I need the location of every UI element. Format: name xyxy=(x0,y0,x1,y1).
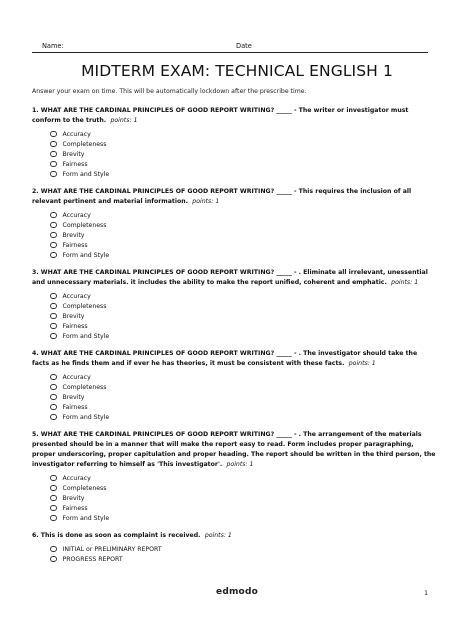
radio-button[interactable] xyxy=(50,212,57,219)
answer-option[interactable] xyxy=(32,311,436,321)
question-points: points: 1 xyxy=(226,461,254,468)
option-label: Fairness xyxy=(62,241,88,249)
question-text: 2. WHAT ARE THE CARDINAL PRINCIPLES OF GOOD REPORT WRITING? _____ - This requires the inclusion of all relevant pertinent and material information. xyxy=(32,188,412,205)
answer-option[interactable] xyxy=(32,493,436,503)
answer-option[interactable] xyxy=(32,412,436,422)
question xyxy=(32,268,436,341)
answer-options xyxy=(32,129,436,179)
question-text: 1. WHAT ARE THE CARDINAL PRINCIPLES OF GOOD REPORT WRITING? _____ - The writer or investigator must conform to the truth. xyxy=(32,107,409,124)
answer-option[interactable] xyxy=(32,513,436,523)
answer-option[interactable] xyxy=(32,321,436,331)
answer-option[interactable] xyxy=(32,129,436,139)
option-label: Completeness xyxy=(62,302,107,310)
radio-button[interactable] xyxy=(50,141,57,148)
question-text: 3. WHAT ARE THE CARDINAL PRINCIPLES OF GOOD REPORT WRITING? _____ - . Eliminate all irrelevant, unessential and unnecessary materials. it includes the ability to make the report unified, coherent and emphatic. xyxy=(32,269,428,286)
option-label: Form and Style xyxy=(62,170,110,178)
option-label: Accuracy xyxy=(62,474,91,482)
answer-option[interactable] xyxy=(32,473,436,483)
radio-button[interactable] xyxy=(50,303,57,310)
option-label: Accuracy xyxy=(62,211,91,219)
question xyxy=(32,430,436,523)
option-label: Completeness xyxy=(62,383,107,391)
option-label: Completeness xyxy=(62,221,107,229)
radio-button[interactable] xyxy=(50,222,57,229)
radio-button[interactable] xyxy=(50,414,57,421)
answer-option[interactable] xyxy=(32,483,436,493)
answer-option[interactable] xyxy=(32,382,436,392)
question-points: points: 1 xyxy=(192,198,220,205)
radio-button[interactable] xyxy=(50,384,57,391)
radio-button[interactable] xyxy=(50,546,57,553)
option-label: Fairness xyxy=(62,504,88,512)
question xyxy=(32,106,436,179)
radio-button[interactable] xyxy=(50,485,57,492)
radio-button[interactable] xyxy=(50,374,57,381)
answer-option[interactable] xyxy=(32,220,436,230)
answer-option[interactable] xyxy=(32,210,436,220)
answer-option[interactable] xyxy=(32,554,436,564)
question-list xyxy=(32,106,436,564)
radio-button[interactable] xyxy=(50,475,57,482)
date-label: Date xyxy=(236,42,252,50)
question-text: 5. WHAT ARE THE CARDINAL PRINCIPLES OF GOOD REPORT WRITING? _____ - . The arrangement of the materials presented should be in a manner that will make the report easy to read. Form includes proper paragraphing, proper underscoring, proper capitulation and proper heading. The report should be written in the third person, the investigator referring to himself as 'This investigator'. xyxy=(32,431,436,468)
radio-button[interactable] xyxy=(50,515,57,522)
option-label: Accuracy xyxy=(62,130,91,138)
answer-option[interactable] xyxy=(32,544,436,554)
answer-options xyxy=(32,372,436,422)
option-label: Completeness xyxy=(62,140,107,148)
answer-option[interactable] xyxy=(32,331,436,341)
radio-button[interactable] xyxy=(50,171,57,178)
page-number: 1 xyxy=(424,589,429,597)
answer-options xyxy=(32,473,436,523)
answer-option[interactable] xyxy=(32,372,436,382)
radio-button[interactable] xyxy=(50,404,57,411)
question-points: points: 1 xyxy=(110,117,138,124)
answer-option[interactable] xyxy=(32,301,436,311)
radio-button[interactable] xyxy=(50,232,57,239)
option-label: Brevity xyxy=(62,231,85,239)
radio-button[interactable] xyxy=(50,394,57,401)
radio-button[interactable] xyxy=(50,131,57,138)
answer-option[interactable] xyxy=(32,169,436,179)
radio-button[interactable] xyxy=(50,333,57,340)
answer-option[interactable] xyxy=(32,503,436,513)
answer-option[interactable] xyxy=(32,240,436,250)
answer-options xyxy=(32,544,436,564)
header-divider xyxy=(32,52,428,53)
option-label: Brevity xyxy=(62,494,85,502)
option-label: Brevity xyxy=(62,393,85,401)
option-label: Accuracy xyxy=(62,292,91,300)
option-label: Accuracy xyxy=(62,373,91,381)
option-label: Brevity xyxy=(62,150,85,158)
option-label: Brevity xyxy=(62,312,85,320)
answer-option[interactable] xyxy=(32,230,436,240)
question-points: points: 1 xyxy=(391,279,419,286)
radio-button[interactable] xyxy=(50,161,57,168)
radio-button[interactable] xyxy=(50,252,57,259)
radio-button[interactable] xyxy=(50,323,57,330)
question-text: 6. This is done as soon as complaint is received. xyxy=(32,532,201,539)
answer-option[interactable] xyxy=(32,149,436,159)
answer-options xyxy=(32,210,436,260)
name-label: Name: xyxy=(42,42,64,50)
option-label: Fairness xyxy=(62,322,88,330)
question xyxy=(32,531,436,564)
radio-button[interactable] xyxy=(50,505,57,512)
radio-button[interactable] xyxy=(50,151,57,158)
answer-option[interactable] xyxy=(32,250,436,260)
option-label: Fairness xyxy=(62,160,88,168)
option-label: INITIAL or PRELIMINARY REPORT xyxy=(62,545,162,553)
radio-button[interactable] xyxy=(50,313,57,320)
question xyxy=(32,187,436,260)
question-text: 4. WHAT ARE THE CARDINAL PRINCIPLES OF GOOD REPORT WRITING? _____ - . The investigator should take the facts as he finds them and if ever he has theories, it must be consistent with these facts. xyxy=(32,350,418,367)
question-points: points: 1 xyxy=(204,532,232,539)
radio-button[interactable] xyxy=(50,495,57,502)
radio-button[interactable] xyxy=(50,242,57,249)
answer-options xyxy=(32,291,436,341)
answer-option[interactable] xyxy=(32,402,436,412)
option-label: Form and Style xyxy=(62,413,110,421)
answer-option[interactable] xyxy=(32,392,436,402)
exam-title: MIDTERM EXAM: TECHNICAL ENGLISH 1 xyxy=(81,62,393,80)
option-label: Completeness xyxy=(62,484,107,492)
answer-option[interactable] xyxy=(32,139,436,149)
radio-button[interactable] xyxy=(50,556,57,563)
radio-button[interactable] xyxy=(50,293,57,300)
question xyxy=(32,349,436,422)
answer-option[interactable] xyxy=(32,159,436,169)
option-label: PROGRESS REPORT xyxy=(62,555,123,563)
option-label: Form and Style xyxy=(62,514,110,522)
option-label: Form and Style xyxy=(62,332,110,340)
answer-option[interactable] xyxy=(32,291,436,301)
option-label: Fairness xyxy=(62,403,88,411)
question-points: points: 1 xyxy=(348,360,376,367)
option-label: Form and Style xyxy=(62,251,110,259)
edmodo-logo: edmodo xyxy=(216,587,258,597)
exam-instructions: Answer your exam on time. This will be automatically lockdown after the prescribe time. xyxy=(32,88,307,95)
